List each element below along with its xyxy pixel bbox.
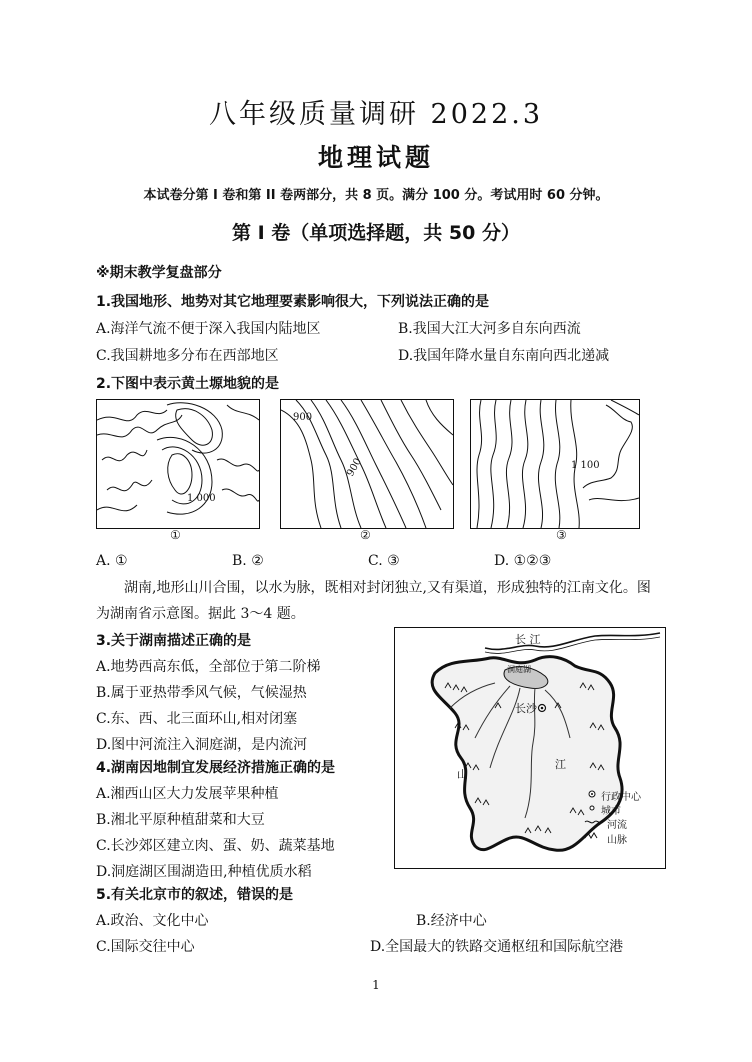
figure-label-2: ② bbox=[360, 528, 371, 542]
passage-text: 湖南,地形山川合围，以水为脉，既相对封闭独立,又有渠道，形成独特的江南文化。图为湖南省示意图。据此 3～4 题。 bbox=[96, 580, 651, 622]
contour-lines-3 bbox=[471, 400, 639, 528]
question-2-option-c: C. ③ bbox=[368, 553, 400, 569]
figure-label-3: ③ bbox=[556, 528, 567, 542]
map-label-changsha: 长沙 bbox=[515, 702, 537, 715]
section-title: 第 I 卷（单项选择题，共 50 分） bbox=[232, 222, 520, 244]
question-1-stem: 1.我国地形、地势对其它地理要素影响很大，下列说法正确的是 bbox=[96, 294, 490, 310]
contour-label-1100: 1 100 bbox=[571, 460, 600, 471]
question-3-option-c: C.东、西、北三面环山,相对闭塞 bbox=[96, 711, 298, 727]
contour-label-900-top: 900 bbox=[293, 412, 313, 423]
contour-map-1 bbox=[96, 399, 260, 529]
subsection-title: ※期末教学复盘部分 bbox=[96, 265, 222, 281]
question-2-option-a: A. ① bbox=[96, 553, 128, 569]
subject-title: 地理试题 bbox=[317, 143, 434, 172]
question-2-option-b: B. ② bbox=[232, 553, 264, 569]
legend-admin-center: 行政中心 bbox=[601, 792, 641, 803]
contour-lines-1 bbox=[97, 400, 259, 528]
question-4-option-a: A.湘西山区大力发展苹果种植 bbox=[96, 786, 279, 802]
exam-intro: 本试卷分第 I 卷和第 II 卷两部分，共 8 页。满分 100 分。考试用时 60 分钟。 bbox=[143, 188, 609, 203]
question-4-option-c: C.长沙郊区建立肉、蛋、奶、蔬菜基地 bbox=[96, 838, 335, 854]
contour-label-1000: 1 000 bbox=[187, 493, 216, 504]
question-5-stem: 5.有关北京市的叙述，错误的是 bbox=[96, 887, 294, 903]
question-3-option-a: A.地势西高东低，全部位于第二阶梯 bbox=[96, 659, 321, 675]
question-5-option-c: C.国际交往中心 bbox=[96, 939, 195, 955]
page-number: 1 bbox=[372, 978, 380, 992]
question-1-option-c: C.我国耕地多分布在西部地区 bbox=[96, 348, 279, 364]
question-5-option-b: B.经济中心 bbox=[416, 913, 487, 929]
question-4-stem: 4.湖南因地制宜发展经济措施正确的是 bbox=[96, 760, 336, 776]
legend-mountain: 山脉 bbox=[607, 835, 627, 846]
contour-map-2 bbox=[280, 399, 454, 529]
question-5-option-d: D.全国最大的铁路交通枢纽和国际航空港 bbox=[370, 939, 624, 955]
figure-label-1: ① bbox=[170, 528, 181, 542]
question-4-option-b: B.湘北平原种植甜菜和大豆 bbox=[96, 812, 265, 828]
legend-river: 河流 bbox=[607, 820, 627, 831]
map-label-mountain-east: 江 bbox=[555, 758, 566, 771]
question-3-option-d: D.图中河流注入洞庭湖，是内流河 bbox=[96, 737, 308, 753]
question-3-stem: 3.关于湖南描述正确的是 bbox=[96, 633, 252, 649]
question-5-option-a: A.政治、文化中心 bbox=[96, 913, 209, 929]
question-1-option-a: A.海洋气流不便于深入我国内陆地区 bbox=[96, 321, 321, 337]
question-2-stem: 2.下图中表示黄土塬地貌的是 bbox=[96, 376, 280, 392]
map-label-mountain-west: 山 bbox=[457, 768, 468, 781]
contour-map-3 bbox=[470, 399, 640, 529]
legend-city: 城市 bbox=[601, 806, 621, 817]
question-4-option-d: D.洞庭湖区围湖造田,种植优质水稻 bbox=[96, 864, 312, 880]
question-1-option-d: D.我国年降水量自东南向西北递减 bbox=[398, 348, 610, 364]
exam-title: 八年级质量调研 2022.3 bbox=[208, 99, 544, 130]
question-1-option-b: B.我国大江大河多自东向西流 bbox=[398, 321, 581, 337]
contour-label-900: 900 bbox=[345, 456, 365, 479]
map-label-yangtze: 长 江 bbox=[515, 633, 541, 646]
question-2-option-d: D. ①②③ bbox=[494, 553, 552, 569]
question-3-option-b: B.属于亚热带季风气候，气候湿热 bbox=[96, 685, 307, 701]
map-label-dongting: 洞庭湖 bbox=[507, 665, 531, 674]
hunan-map bbox=[394, 627, 666, 869]
